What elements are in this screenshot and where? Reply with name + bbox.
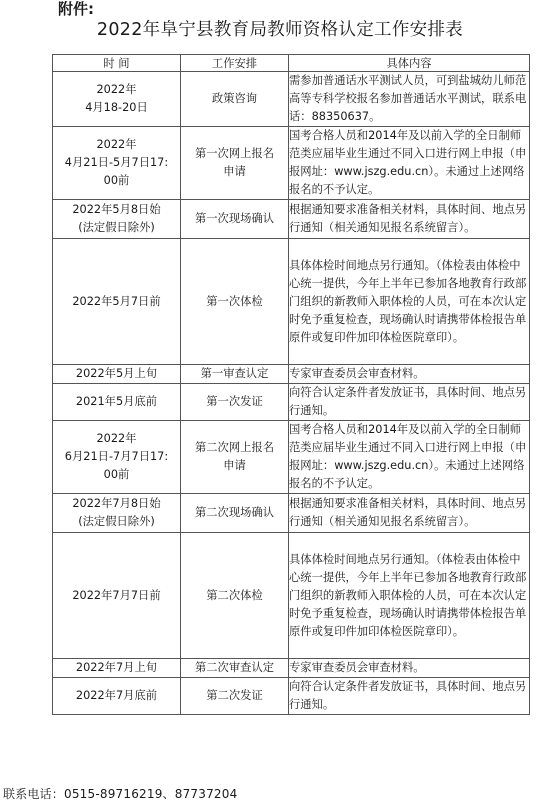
row-task: 第二次现场确认 (181, 494, 289, 533)
row-time: 2022年 6月21日-7月7日17: 00前 (53, 421, 181, 494)
row-task: 第一次现场确认 (181, 200, 289, 239)
row-time: 2022年5月8日始 (法定假日除外) (53, 200, 181, 239)
row-time: 2022年 4月18-20日 (53, 72, 181, 127)
row-content: 专家审查委员会审查材料。 (289, 659, 530, 678)
table-row (53, 384, 530, 421)
schedule-table (52, 54, 530, 715)
row-time: 2022年5月上旬 (53, 365, 181, 384)
row-time: 2022年7月8日始 (法定假日除外) (53, 494, 181, 533)
row-content: 向符合认定条件者发放证书，具体时间、地点另行通知。 (289, 384, 530, 421)
row-task: 第二次发证 (181, 678, 289, 715)
footer-contact: 联系电话：0515-89716219、87737204 (3, 787, 238, 801)
document-title: 2022年阜宁县教育局教师资格认定工作安排表 (96, 20, 464, 40)
row-content: 向符合认定条件者发放证书，具体时间、地点另行通知。 (289, 678, 530, 715)
row-content: 根据通知要求准备相关材料，具体时间、地点另行通知（相关通知见报名系统留言）。 (289, 200, 530, 239)
table-row (53, 72, 530, 127)
attachment-label: 附件: (58, 0, 94, 18)
row-time: 2022年7月底前 (53, 678, 181, 715)
header-task: 工作安排 (181, 55, 289, 72)
table-header-row (53, 55, 530, 72)
table-row (53, 533, 530, 659)
row-time: 2022年7月7日前 (53, 533, 181, 659)
table-row (53, 239, 530, 365)
table-row (53, 494, 530, 533)
table-row (53, 200, 530, 239)
table-row (53, 365, 530, 384)
row-task: 第一次体检 (181, 239, 289, 365)
row-content: 具体体检时间地点另行通知。（体检表由体检中心统一提供，今年上半年已参加各地教育行政部门组织的新教师入职体检的人员，可在本次认定时免予重复检查，现场确认时请携带体检报告单原件或复印件加印体检医院章印）。 (289, 533, 530, 659)
row-task: 第一审查认定 (181, 365, 289, 384)
row-time: 2022年 4月21日-5月7日17: 00前 (53, 127, 181, 200)
row-task: 第二次网上报名 申请 (181, 421, 289, 494)
row-content: 国考合格人员和2014年及以前入学的全日制师范类应届毕业生通过不同入口进行网上申报（申报网址：www.jszg.edu.cn）。未通过上述网络报名的不予认定。 (289, 127, 530, 200)
table-row (53, 421, 530, 494)
row-task: 政策咨询 (181, 72, 289, 127)
row-task: 第二次审查认定 (181, 659, 289, 678)
table-row (53, 678, 530, 715)
table-row (53, 127, 530, 200)
row-task: 第一次网上报名 申请 (181, 127, 289, 200)
row-time: 2022年5月7日前 (53, 239, 181, 365)
row-time: 2022年7月上旬 (53, 659, 181, 678)
row-content: 专家审查委员会审查材料。 (289, 365, 530, 384)
row-task: 第一次发证 (181, 384, 289, 421)
table-row (53, 659, 530, 678)
row-content: 根据通知要求准备相关材料，具体时间、地点另行通知（相关通知见报名系统留言）。 (289, 494, 530, 533)
row-content: 需参加普通话水平测试人员，可到盐城幼儿师范高等专科学校报名参加普通话水平测试，联系电话：88350637。 (289, 72, 530, 127)
row-content: 具体体检时间地点另行通知。（体检表由体检中心统一提供，今年上半年已参加各地教育行政部门组织的新教师入职体检的人员，可在本次认定时免予重复检查，现场确认时请携带体检报告单原件或复印件加印体检医院章印）。 (289, 239, 530, 365)
row-content: 国考合格人员和2014年及以前入学的全日制师范类应届毕业生通过不同入口进行网上申报（申报网址：www.jszg.edu.cn）。未通过上述网络报名的不予认定。 (289, 421, 530, 494)
header-content: 具体内容 (289, 55, 530, 72)
header-time: 时 间 (53, 55, 181, 72)
row-task: 第二次体检 (181, 533, 289, 659)
row-time: 2021年5月底前 (53, 384, 181, 421)
